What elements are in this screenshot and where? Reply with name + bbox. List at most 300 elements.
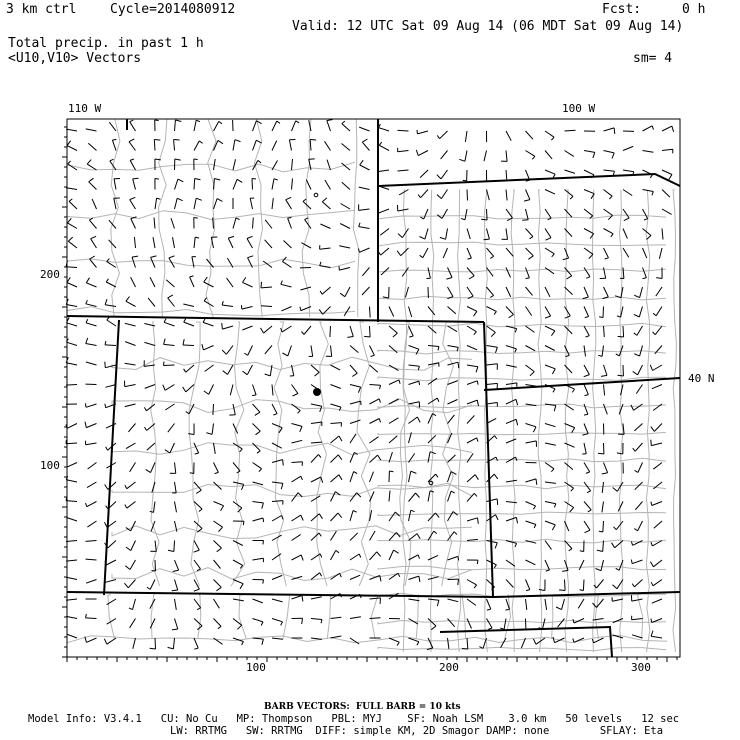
wind-barb	[487, 307, 497, 312]
wind-barb-feather	[617, 453, 623, 454]
wind-barb	[184, 322, 194, 326]
wind-barb	[222, 305, 233, 307]
wind-barb	[155, 541, 156, 552]
wind-barb	[165, 404, 174, 410]
wind-barb	[370, 531, 376, 541]
wind-barb	[89, 182, 97, 190]
wind-barb	[441, 170, 448, 179]
wind-barb-feather	[130, 197, 136, 199]
wind-barb-feather	[491, 332, 495, 336]
wind-barb	[272, 460, 283, 463]
wind-barb	[186, 365, 194, 372]
wind-barb	[243, 282, 253, 287]
wind-barb	[487, 346, 498, 348]
wind-barb	[428, 268, 430, 279]
wind-barb-feather	[377, 552, 381, 557]
wind-barb-feather	[490, 256, 493, 258]
wind-barb	[428, 452, 430, 463]
wind-barb	[526, 307, 532, 316]
wind-barb	[87, 502, 97, 507]
wind-barb	[635, 502, 642, 510]
wind-barb	[632, 599, 643, 601]
wind-barb	[126, 301, 136, 306]
wind-barb-feather	[436, 474, 438, 477]
wind-barb	[272, 198, 273, 209]
wind-barb	[131, 541, 136, 551]
wind-barb-feather	[631, 405, 634, 410]
wind-barb	[448, 491, 452, 501]
wind-barb-feather	[132, 256, 138, 257]
wind-barb-feather	[587, 491, 591, 493]
county-line	[378, 458, 666, 462]
wind-barb	[66, 577, 77, 579]
wind-barb-feather	[194, 218, 198, 219]
wind-barb	[662, 170, 672, 175]
wind-barb-feather	[650, 175, 652, 178]
wind-barb	[91, 239, 97, 248]
wind-barb-feather	[516, 419, 517, 425]
wind-barb	[214, 541, 222, 549]
wind-barb	[638, 521, 643, 531]
wind-barb-feather	[559, 590, 565, 591]
wind-barb-feather	[494, 474, 498, 479]
wind-barb	[272, 161, 278, 171]
wind-barb	[67, 634, 77, 638]
wind-barb	[214, 463, 219, 473]
wind-barb	[506, 170, 507, 181]
wind-barb-feather	[585, 395, 589, 396]
wind-barb	[662, 190, 670, 198]
wind-barb	[247, 239, 253, 249]
wind-barb	[222, 326, 233, 329]
county-line	[159, 119, 167, 317]
wind-barb	[272, 424, 282, 428]
wind-barb-feather	[68, 161, 71, 164]
wind-barb	[506, 365, 517, 367]
wind-barb	[311, 346, 313, 357]
county-line	[112, 443, 472, 455]
wind-barb	[175, 599, 177, 610]
wind-barb-feather	[652, 126, 653, 130]
wind-barb	[331, 475, 339, 482]
wind-barb	[133, 599, 136, 610]
county-line	[378, 620, 666, 623]
wind-barb	[584, 502, 591, 510]
county-line	[538, 190, 542, 652]
wind-barb	[331, 492, 336, 502]
wind-barb	[467, 638, 468, 649]
wind-barb-feather	[240, 449, 243, 452]
wind-barb	[379, 128, 390, 131]
wind-barb-feather	[612, 543, 615, 548]
wind-barb	[233, 541, 243, 546]
wind-barb-feather	[643, 278, 647, 279]
wind-barb-feather	[526, 590, 530, 591]
wind-barb	[370, 346, 375, 356]
wind-barb-feather	[532, 156, 535, 159]
wind-barb	[545, 482, 556, 483]
wind-barb-feather	[105, 341, 106, 345]
wind-barb	[565, 346, 570, 356]
wind-barb	[362, 287, 370, 295]
wind-barb	[618, 502, 623, 512]
wind-barb-feather	[164, 362, 165, 366]
wind-barb-feather	[301, 555, 303, 561]
wind-barb	[635, 443, 642, 451]
wind-barb	[467, 475, 475, 482]
wind-barb	[613, 619, 623, 623]
wind-barb-feather	[243, 277, 246, 282]
wind-barb-feather	[129, 608, 133, 610]
wind-barb	[253, 502, 264, 503]
wind-barb-feather	[106, 279, 108, 282]
wind-barb-feather	[320, 291, 322, 294]
wind-barb	[526, 268, 530, 278]
wind-barb-feather	[318, 454, 321, 457]
wind-barb	[311, 554, 320, 560]
wind-barb-feather	[437, 195, 441, 199]
wind-barb	[401, 248, 409, 256]
wind-barb	[230, 385, 233, 396]
wind-barb-feather	[85, 403, 86, 407]
wind-barb	[584, 424, 588, 434]
wind-barb-feather	[652, 192, 653, 196]
wind-barb-feather	[194, 589, 200, 591]
wind-barb-feather	[552, 254, 555, 257]
wind-barb	[484, 151, 487, 162]
wind-barb	[327, 121, 331, 131]
wind-barb-feather	[454, 532, 457, 535]
wind-barb	[233, 218, 236, 229]
wind-barb	[194, 541, 199, 551]
wind-barb-feather	[186, 412, 189, 414]
wind-barb	[272, 535, 282, 540]
wind-barb-feather	[556, 607, 562, 610]
wind-barb	[656, 307, 662, 316]
wind-barb-feather	[551, 331, 555, 336]
wind-barb	[66, 129, 77, 131]
wind-barb	[448, 268, 453, 278]
wind-barb	[194, 179, 195, 190]
wind-barb-feather	[586, 277, 590, 279]
wind-barb	[381, 248, 389, 255]
wind-barb	[526, 131, 533, 139]
wind-barb-feather	[580, 551, 584, 552]
wind-barb-feather	[195, 179, 201, 180]
wind-barb-feather	[397, 642, 399, 645]
wind-barb	[583, 580, 584, 591]
wind-barb	[526, 229, 533, 237]
wind-barb-feather	[474, 585, 477, 588]
wind-barb-feather	[459, 159, 465, 161]
wind-barb-feather	[152, 571, 156, 572]
wind-barb	[526, 441, 537, 443]
wind-barb	[127, 482, 136, 489]
wind-barb-feather	[281, 281, 283, 285]
wind-barb	[175, 120, 176, 131]
wind-barb	[604, 209, 613, 215]
wind-barb-feather	[593, 152, 595, 158]
wind-barb-feather	[219, 527, 223, 531]
county-line	[595, 595, 599, 639]
wind-barb	[350, 434, 356, 443]
wind-barb	[133, 638, 136, 649]
wind-barb	[506, 346, 517, 349]
wind-barb-feather	[150, 648, 156, 649]
wind-barb	[311, 454, 318, 462]
wind-barb	[331, 423, 342, 424]
wind-barb	[389, 638, 399, 642]
wind-barb-feather	[546, 238, 552, 241]
wind-barb-feather	[184, 319, 186, 323]
wind-barb-feather	[526, 278, 530, 279]
wind-barb-feather	[394, 550, 399, 553]
wind-barb	[428, 378, 437, 384]
wind-barb-feather	[256, 431, 261, 435]
wind-barb	[448, 619, 455, 627]
wind-barb	[545, 443, 556, 445]
wind-barb	[272, 404, 277, 414]
wind-barb	[604, 128, 615, 131]
wind-barb	[389, 550, 394, 560]
wind-barb	[506, 229, 508, 240]
wind-barb	[370, 618, 381, 619]
wind-barb-feather	[342, 121, 345, 124]
wind-barb	[506, 151, 507, 162]
wind-barb	[272, 516, 282, 522]
wind-barb-feather	[611, 234, 614, 237]
wind-barb	[67, 323, 78, 326]
wind-barb-feather	[215, 472, 219, 473]
wind-barb	[467, 518, 478, 521]
wind-barb-feather	[336, 550, 339, 552]
forecast-hours: 0 h	[682, 2, 706, 17]
wind-barb-feather	[653, 313, 656, 316]
wind-barb	[501, 638, 506, 648]
wind-barb-feather	[500, 628, 504, 629]
wind-barb	[253, 599, 263, 603]
wind-barb	[359, 127, 369, 131]
wind-barb	[311, 442, 322, 443]
wind-barb	[253, 385, 257, 395]
wind-barb-feather	[242, 484, 244, 490]
wind-barb	[130, 560, 136, 570]
wind-barb	[360, 165, 370, 170]
wind-barb-feather	[283, 353, 288, 356]
wind-barb	[272, 482, 283, 483]
wind-barb-feather	[458, 556, 459, 560]
wind-barb-feather	[163, 385, 165, 391]
wind-barb-feather	[243, 521, 244, 525]
wind-barb	[467, 415, 474, 423]
wind-barb	[325, 141, 331, 150]
wind-barb	[565, 190, 574, 197]
wind-barb	[616, 521, 623, 530]
wind-barb	[441, 190, 447, 199]
wind-barb	[643, 151, 654, 153]
wind-barb-feather	[172, 590, 178, 591]
wind-barb	[409, 417, 418, 424]
wind-barb-feather	[155, 120, 159, 121]
wind-barb	[331, 436, 340, 443]
wind-barb	[662, 126, 672, 131]
wind-barb	[465, 209, 467, 220]
wind-barb	[86, 323, 97, 326]
wind-barb	[634, 404, 643, 410]
wind-barb	[233, 580, 243, 584]
wind-barb	[467, 438, 477, 443]
county-line	[378, 296, 666, 300]
wind-barb-feather	[218, 626, 221, 628]
wind-barb-feather	[190, 276, 194, 277]
wind-barb	[86, 443, 97, 445]
wind-barb	[370, 472, 374, 482]
wind-barb	[253, 218, 254, 229]
wind-barb-feather	[379, 399, 380, 403]
wind-barb	[370, 307, 371, 318]
wind-barb-feather	[431, 626, 436, 630]
wind-barb-feather	[68, 237, 72, 241]
wind-barb	[448, 326, 458, 332]
wind-barb	[292, 121, 296, 131]
wind-barb	[506, 517, 516, 521]
wind-barb-feather	[378, 455, 381, 460]
wind-barb-feather	[647, 236, 652, 240]
wind-barb	[69, 201, 77, 209]
wind-barb	[526, 248, 534, 256]
wind-barb	[129, 142, 136, 151]
wind-barb	[292, 385, 298, 394]
wind-barb-feather	[147, 587, 150, 589]
wind-barb	[164, 322, 174, 326]
wind-barb-feather	[554, 504, 555, 508]
wind-barb	[545, 541, 552, 550]
wind-barb	[428, 577, 439, 580]
wind-barb	[615, 541, 623, 548]
wind-barb-feather	[468, 258, 472, 259]
wind-barb-feather	[461, 219, 465, 220]
county-line	[462, 595, 466, 639]
wind-barb-feather	[67, 141, 71, 146]
wind-barb-feather	[554, 406, 556, 412]
wind-barb	[194, 560, 201, 569]
wind-barb	[320, 248, 331, 249]
wind-barb	[545, 229, 551, 238]
wind-barb-feather	[669, 175, 672, 180]
model-info-line1: Model Info: V3.4.1 CU: No Cu MP: Thompson PBL: MYJ SF: Noah LSM 3.0 km 50 levels 12 sec	[28, 713, 680, 725]
wind-barb	[545, 151, 552, 159]
wind-barb-feather	[572, 389, 574, 392]
wind-barb-feather	[300, 307, 301, 311]
wind-barb-feather	[481, 219, 487, 220]
wind-barb-feather	[91, 236, 97, 238]
wind-barb	[226, 346, 233, 355]
wind-barb	[89, 220, 96, 228]
wind-barb	[350, 617, 361, 619]
wind-barb	[130, 122, 136, 131]
wind-barb-feather	[496, 515, 499, 520]
wind-barb-feather	[546, 570, 550, 571]
wind-barb	[174, 541, 175, 552]
wind-barb	[282, 326, 291, 332]
wind-barb-feather	[633, 371, 638, 375]
wind-barb	[253, 121, 257, 131]
wind-barb-feather	[599, 531, 603, 532]
wind-barb	[250, 198, 252, 209]
wind-barb	[506, 307, 514, 315]
wind-barb	[164, 344, 175, 345]
wind-barb-feather	[214, 179, 220, 181]
wind-barb	[389, 380, 399, 385]
wind-barb	[107, 320, 116, 326]
wind-barb	[132, 257, 136, 267]
bottom-label-200: 200	[439, 661, 459, 674]
wind-barb	[281, 284, 292, 287]
wind-barb-feather	[545, 316, 551, 318]
wind-barb-feather	[614, 128, 615, 134]
wind-barb	[194, 198, 196, 209]
wind-barb	[604, 190, 613, 197]
wind-barb	[131, 277, 136, 287]
wind-barb-feather	[417, 417, 420, 422]
wind-barb	[652, 502, 662, 506]
wind-barb	[359, 248, 369, 252]
wind-barb	[612, 599, 623, 601]
wind-barb	[67, 424, 77, 429]
wind-barb	[565, 130, 576, 131]
wind-barb	[67, 518, 77, 522]
state-border	[378, 174, 680, 186]
state-border	[440, 627, 612, 657]
wind-barb	[409, 576, 419, 579]
wind-barb-feather	[516, 517, 517, 523]
wind-barb	[233, 140, 235, 151]
wind-barb-feather	[633, 448, 636, 451]
wind-barb-feather	[362, 139, 367, 142]
wind-barb	[66, 363, 77, 365]
wind-barb	[320, 224, 330, 229]
wind-barb	[173, 237, 175, 248]
wind-barb	[112, 140, 116, 150]
wind-barb	[228, 238, 233, 248]
wind-barb	[545, 346, 555, 351]
wind-barb	[114, 179, 116, 190]
wind-barb	[379, 145, 389, 150]
wind-barb-feather	[298, 411, 301, 414]
wind-barb	[584, 385, 588, 395]
wind-barb-feather	[530, 237, 533, 239]
wind-barb	[604, 170, 615, 171]
wind-barb-feather	[585, 317, 589, 318]
wind-barb-feather	[584, 414, 588, 415]
wind-barb	[448, 455, 456, 463]
wind-barb	[147, 443, 155, 450]
wind-barb-feather	[416, 349, 419, 354]
wind-barb	[292, 440, 303, 443]
wind-barb	[389, 491, 390, 502]
wind-barb-feather	[320, 262, 321, 266]
wind-barb	[214, 521, 223, 527]
wind-barb	[233, 159, 236, 170]
wind-barb-feather	[248, 256, 254, 258]
wind-barb-feather	[632, 584, 634, 587]
wind-barb	[487, 619, 493, 629]
wind-barb	[370, 385, 381, 386]
wind-barb	[467, 539, 478, 540]
wind-barb-feather	[286, 197, 292, 199]
wind-barb-feather	[302, 618, 303, 624]
wind-barb	[634, 424, 642, 431]
